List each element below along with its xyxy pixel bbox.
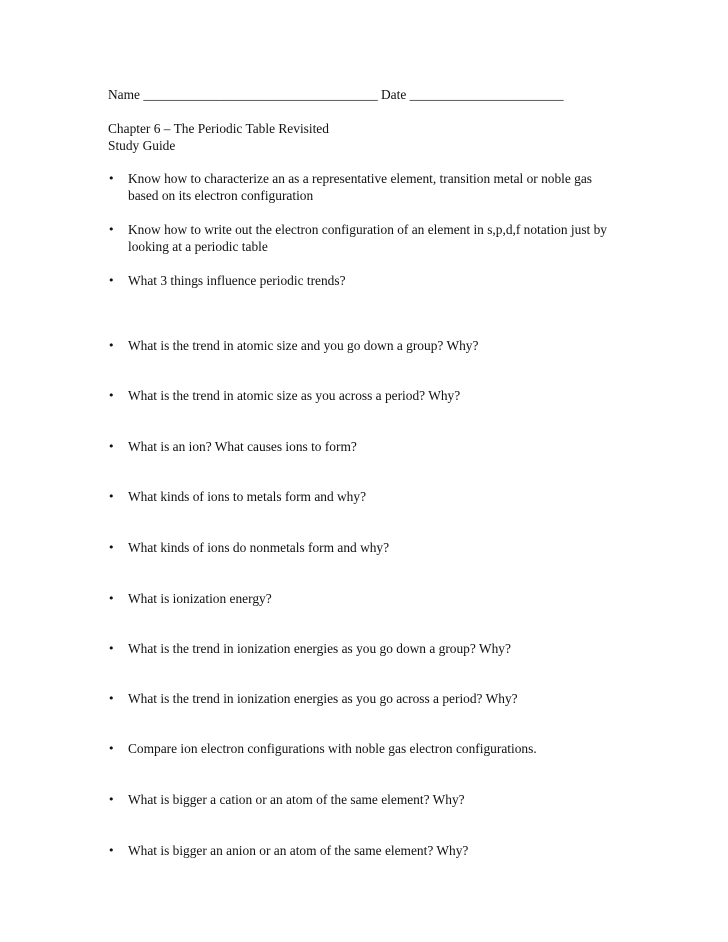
- list-item: [108, 488, 608, 505]
- list-item-text: What is bigger a cation or an atom of the same element? Why?: [128, 792, 465, 807]
- list-item-text: Know how to characterize an as a representative element, transition metal or noble gas based on its electron configuration: [128, 171, 593, 203]
- list-item-text: What is the trend in atomic size as you across a period? Why?: [128, 388, 461, 403]
- bullet-icon: •: [108, 844, 115, 857]
- list-item: [108, 438, 608, 455]
- chapter-title: Chapter 6 – The Periodic Table Revisited: [108, 121, 329, 136]
- list-item: [108, 791, 608, 808]
- bullet-icon: •: [108, 642, 115, 655]
- list-item-text: Compare ion electron configurations with noble gas electron configurations.: [128, 741, 537, 756]
- list-item: [108, 740, 608, 757]
- list-item-text: What is the trend in atomic size and you go down a group? Why?: [128, 338, 479, 353]
- list-item: [108, 640, 608, 657]
- list-item-text: What kinds of ions do nonmetals form and why?: [128, 540, 390, 555]
- list-item: [108, 337, 608, 354]
- bullet-icon: •: [108, 440, 115, 453]
- list-item: [108, 272, 608, 289]
- list-item-text: What 3 things influence periodic trends?: [128, 273, 346, 288]
- list-item: [108, 539, 608, 556]
- list-item: [108, 387, 608, 404]
- list-item-text: What is the trend in ionization energies as you go across a period? Why?: [128, 691, 518, 706]
- list-item: [108, 590, 608, 607]
- list-item-text: What kinds of ions to metals form and why?: [128, 489, 367, 504]
- list-item-text: What is an ion? What causes ions to form?: [128, 439, 357, 454]
- bullet-icon: •: [108, 339, 115, 352]
- bullet-icon: •: [108, 541, 115, 554]
- bullet-icon: •: [108, 793, 115, 806]
- list-item-text: Know how to write out the electron configuration of an element in s,p,d,f notation just by looking at a periodic table: [128, 222, 607, 254]
- bullet-icon: •: [108, 742, 115, 755]
- list-item-text: What is the trend in ionization energies as you go down a group? Why?: [128, 641, 511, 656]
- bullet-icon: •: [108, 592, 115, 605]
- bullet-icon: •: [108, 692, 115, 705]
- list-item-text: What is ionization energy?: [128, 591, 272, 606]
- bullet-icon: •: [108, 223, 115, 236]
- bullet-icon: •: [108, 274, 115, 287]
- list-item: [108, 221, 608, 255]
- title-block: [108, 120, 329, 154]
- list-item: [108, 842, 608, 859]
- bullet-icon: •: [108, 389, 115, 402]
- bullet-icon: •: [108, 490, 115, 503]
- list-item: [108, 170, 608, 204]
- list-item-text: What is bigger an anion or an atom of the same element? Why?: [128, 843, 469, 858]
- name-date-line: Name ___________________________________ Date _______________________: [108, 87, 564, 102]
- study-guide-subtitle: Study Guide: [108, 138, 176, 153]
- bullet-icon: •: [108, 172, 115, 185]
- list-item: [108, 690, 608, 707]
